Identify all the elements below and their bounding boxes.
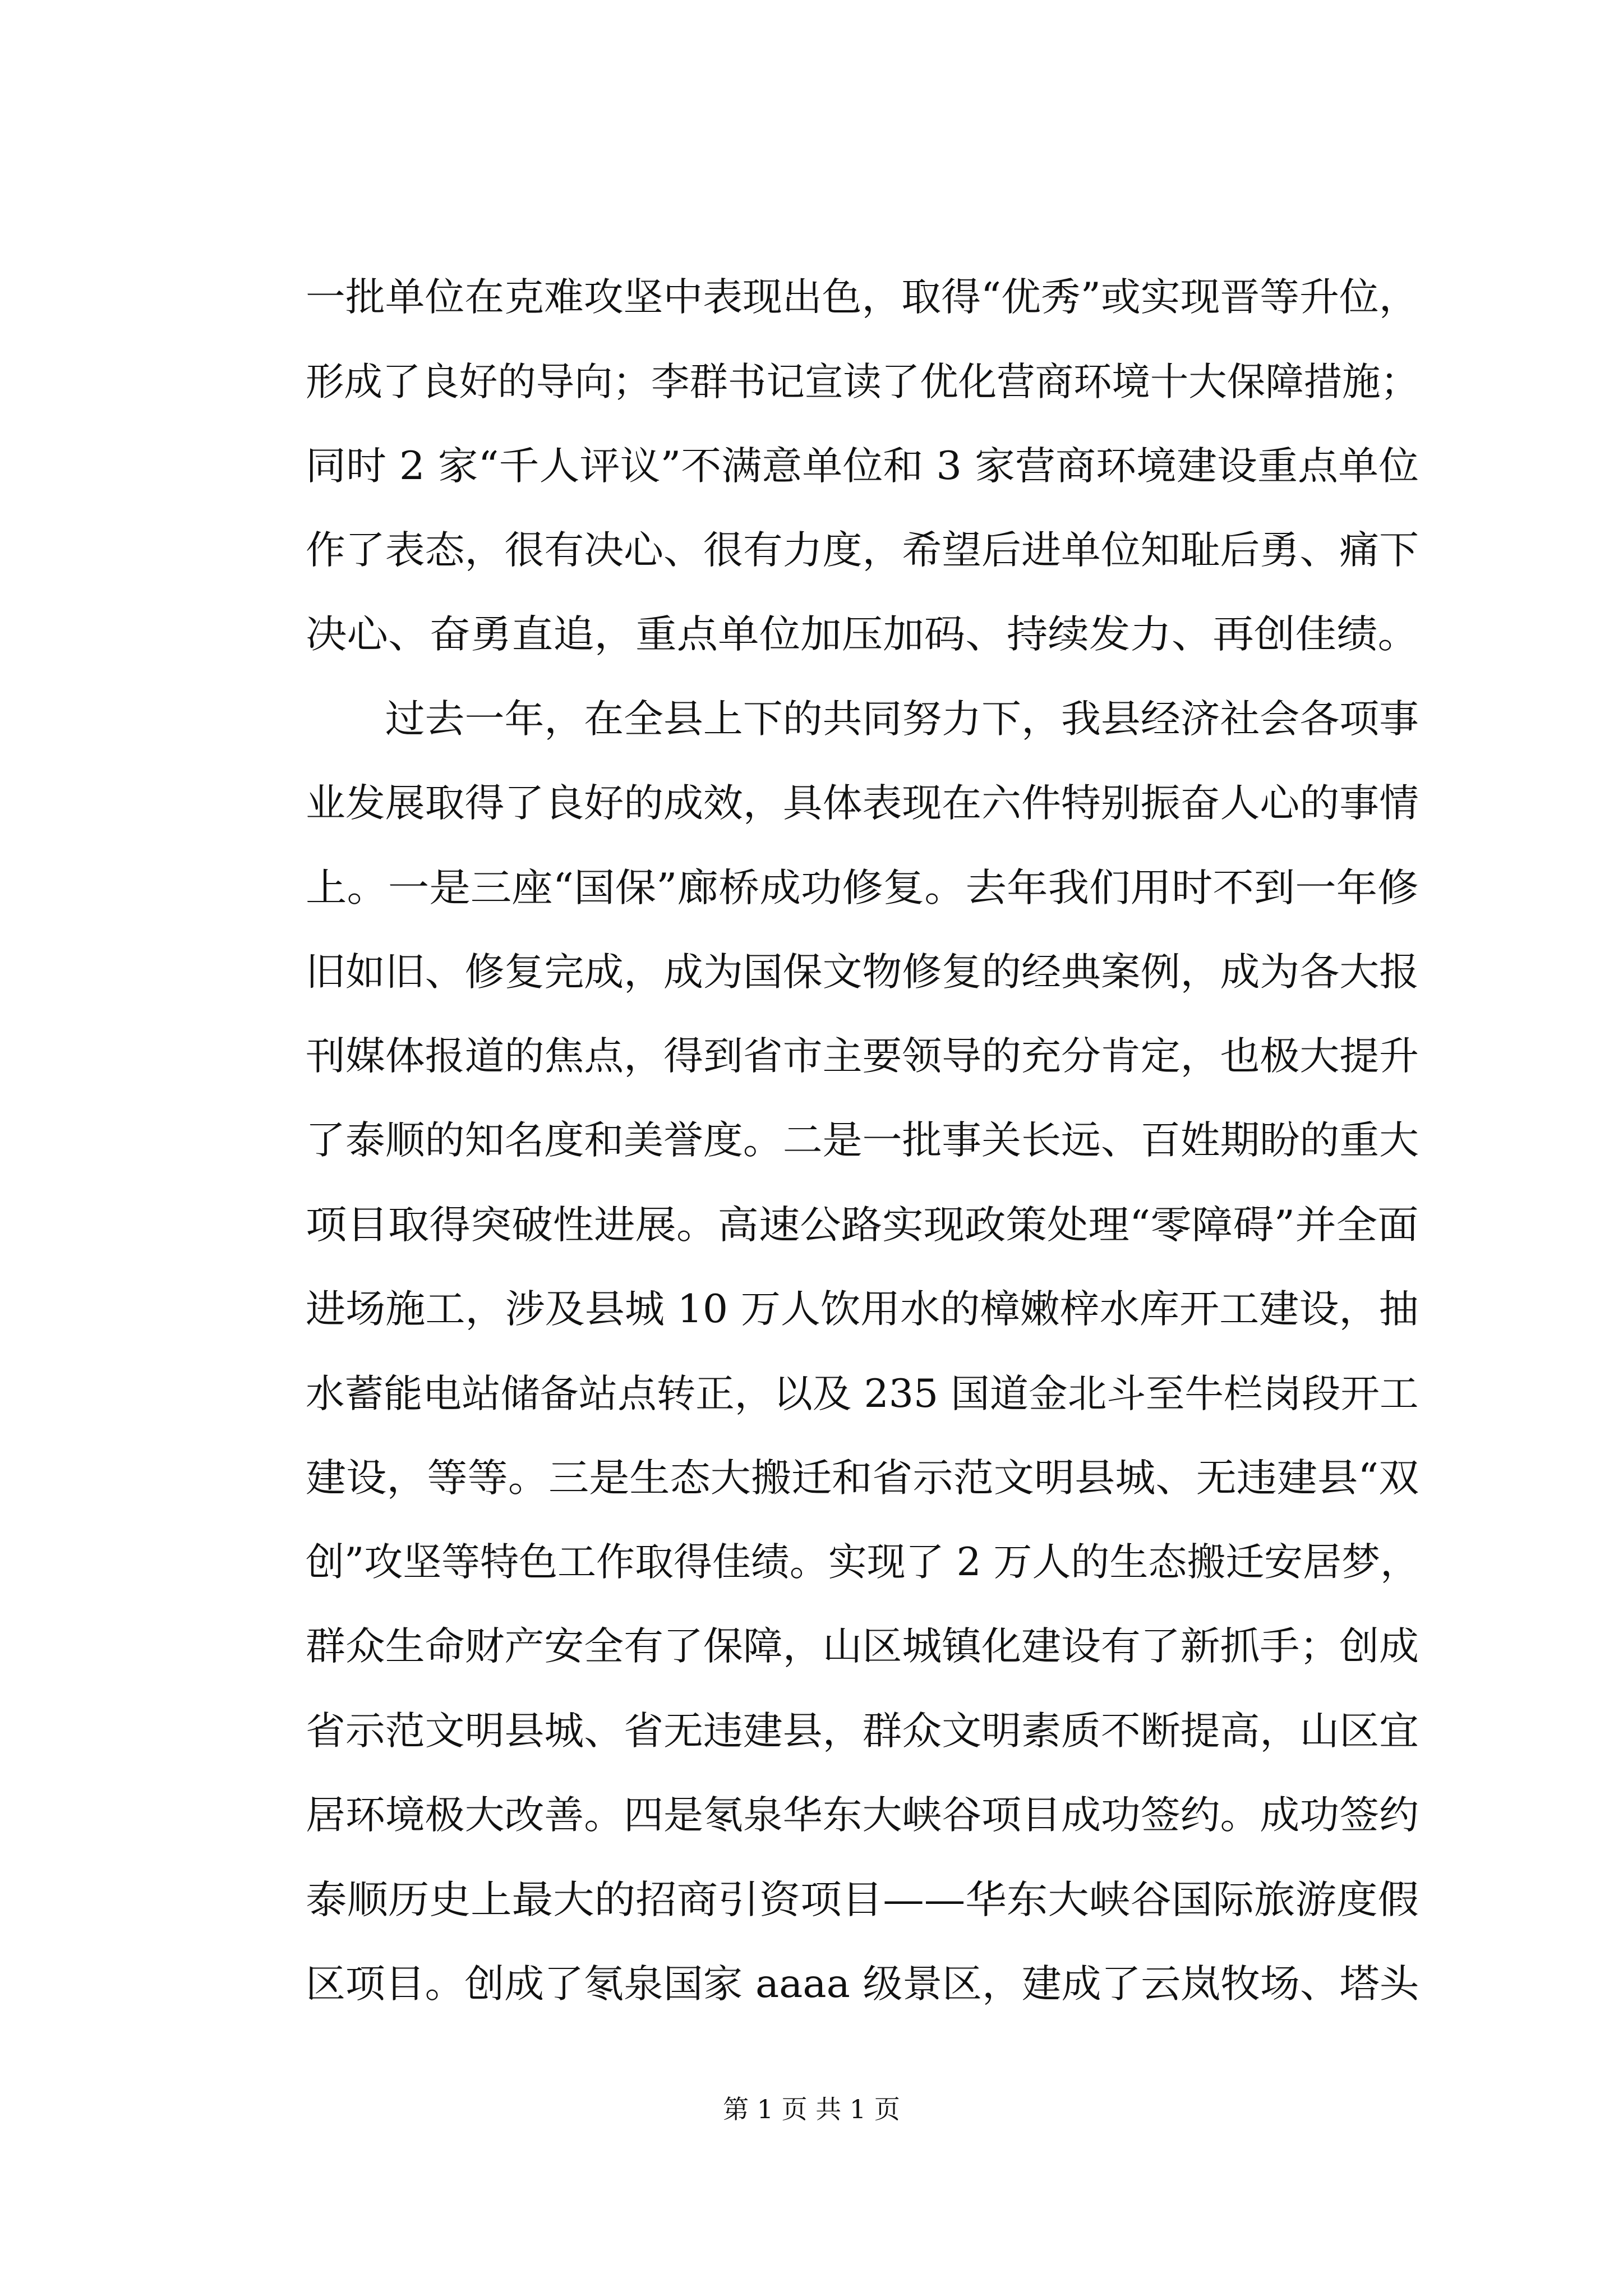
text-line: 省示范文明县城、省无违建县，群众文明素质不断提高，山区宜 [306, 1709, 1419, 1754]
text-line: 旧如旧、修复完成，成为国保文物修复的经典案例，成为各大报 [306, 950, 1419, 995]
text-line: 一批单位在克难攻坚中表现出色，取得“优秀”或实现晋等升位， [306, 275, 1419, 320]
text-line: 决心、奋勇直追，重点单位加压加码、持续发力、再创佳绩。 [306, 612, 1419, 657]
text-line: 业发展取得了良好的成效，具体表现在六件特别振奋人心的事情 [306, 781, 1419, 826]
text-line: 居环境极大改善。四是氡泉华东大峡谷项目成功签约。成功签约 [306, 1793, 1419, 1838]
text-line: 建设，等等。三是生态大搬迁和省示范文明县城、无违建县“双 [306, 1456, 1419, 1501]
text-line: 创”攻坚等特色工作取得佳绩。实现了 2 万人的生态搬迁安居梦， [306, 1540, 1419, 1585]
text-line: 进场施工，涉及县城 10 万人饮用水的樟嫩梓水库开工建设，抽 [306, 1287, 1419, 1332]
text-line: 水蓄能电站储备站点转正，以及 235 国道金北斗至牛栏岗段开工 [306, 1372, 1419, 1416]
text-line: 作了表态，很有决心、很有力度，希望后进单位知耻后勇、痛下 [306, 528, 1419, 573]
text-line: 形成了良好的导向；李群书记宣读了优化营商环境十大保障措施； [306, 360, 1419, 404]
text-line: 同时 2 家“千人评议”不满意单位和 3 家营商环境建设重点单位 [306, 444, 1419, 489]
page-footer: 第 1 页 共 1 页 [723, 2094, 900, 2124]
text-line: 上。一是三座“国保”廊桥成功修复。去年我们用时不到一年修 [306, 866, 1419, 910]
text-line: 群众生命财产安全有了保障，山区城镇化建设有了新抓手；创成 [306, 1624, 1419, 1669]
text-line: 刊媒体报道的焦点，得到省市主要领导的充分肯定，也极大提升 [306, 1034, 1419, 1079]
text-line: 了泰顺的知名度和美誉度。二是一批事关长远、百姓期盼的重大 [306, 1118, 1419, 1163]
paragraph-first-line: 过去一年，在全县上下的共同努力下，我县经济社会各项事 [306, 697, 1419, 742]
text-line: 项目取得突破性进展。高速公路实现政策处理“零障碍”并全面 [306, 1203, 1419, 1248]
text-line: 区项目。创成了氡泉国家 aaaa 级景区，建成了云岚牧场、塔头 [306, 1962, 1419, 2007]
text-line: 泰顺历史上最大的招商引资项目——华东大峡谷国际旅游度假 [306, 1878, 1419, 1922]
